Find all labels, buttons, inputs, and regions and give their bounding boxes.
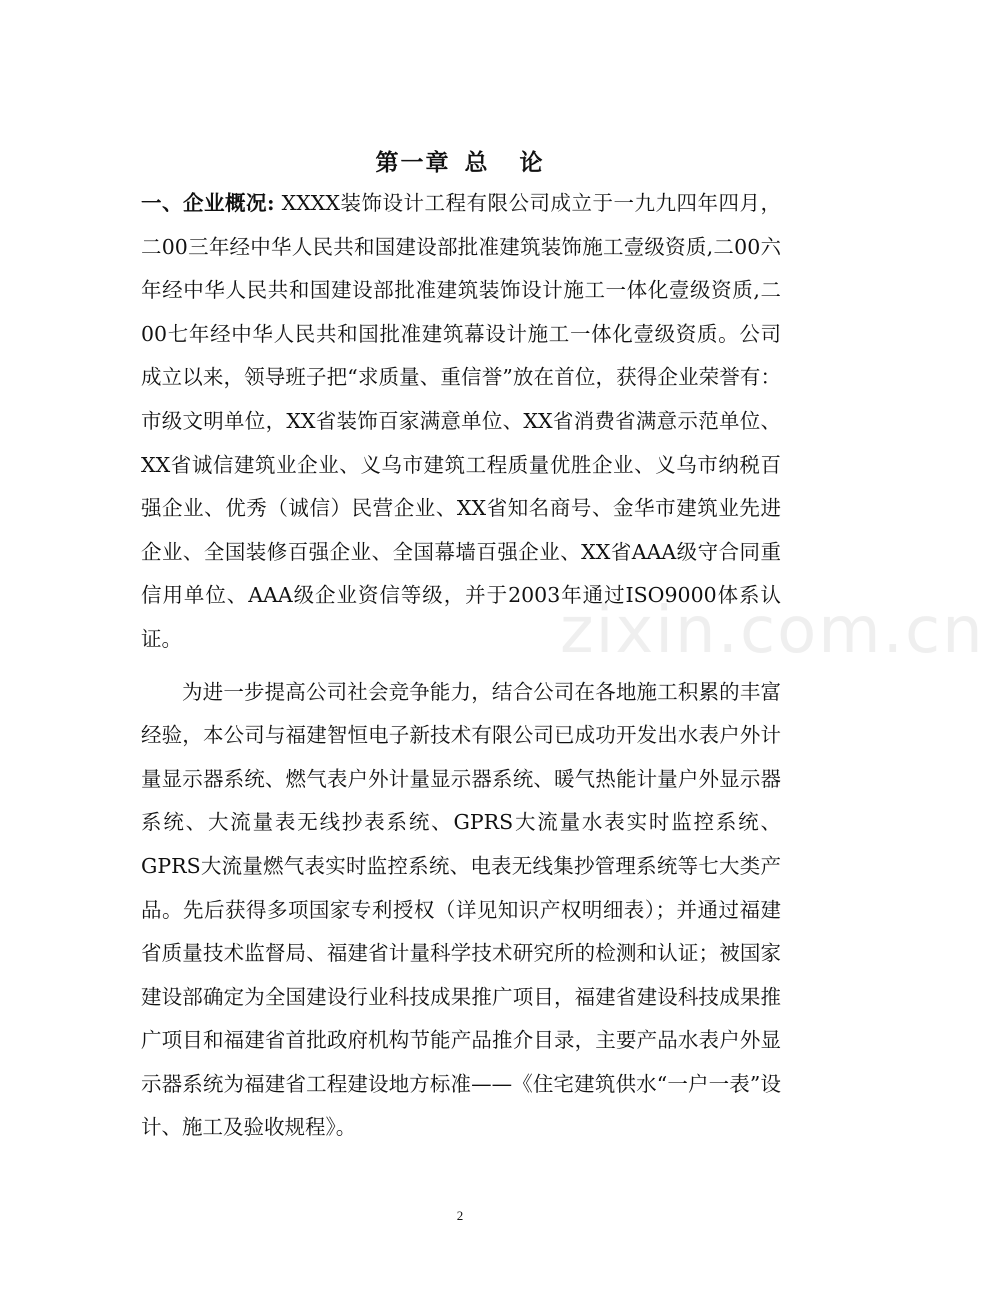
chapter-title-word-1: 总 [464,149,490,176]
paragraph-products: 为进一步提高公司社会竞争能力，结合公司在各地施工积累的丰富经验，本公司与福建智恒电子新技术有限公司已成功开发出水表户外计量显示器系统、燃气表户外计量显示器系统、暖气热能计量户外显示器系统、大流量表无线抄表系统、GPRS大流量水表实时监控系统、GPRS大流量燃气表实时监控系统、电表无线集抄管理系统等七大类产品。先后获得多项国家专利授权（详见知识产权明细表）；并通过福建省质量技术监督局、福建省计量科学技术研究所的检测和认证；被国家建设部确定为全国建设行业科技成果推广项目，福建省建设科技成果推广项目和福建省首批政府机构节能产品推介目录，主要产品水表户外显示器系统为福建省工程建设地方标准——《住宅建筑供水“一户一表”设计、施工及验收规程》。 [141,679,781,1140]
paragraph-company-overview [141,182,781,662]
chapter-title [0,146,920,180]
section-lead-heading: 一、企业概况: [141,191,275,215]
document-body [141,182,781,1150]
paragraph-1-text: XXXX装饰设计工程有限公司成立于一九九四年四月，二00三年经中华人民共和国建设部批准建筑装饰施工壹级资质,二00六年经中华人民共和国建设部批准建筑装饰设计施工一体化壹级资质,二00七年经中华人民共和国批准建筑幕设计施工一体化壹级资质。公司成立以来，领导班子把“求质量、重信誉”放在首位，获得企业荣誉有：市级文明单位，XX省装饰百家满意单位、XX省消费省满意示范单位、XX省诚信建筑业企业、义乌市建筑工程质量优胜企业、义乌市纳税百强企业、优秀（诚信）民营企业、XX省知名商号、金华市建筑业先进企业、全国装修百强企业、全国幕墙百强企业、XX省AAA级守合同重信用单位、AAA级企业资信等级，并于2003年通过ISO9000体系认证。 [141,191,781,651]
watermark: zixin.com.cn [560,594,985,668]
chapter-title-number: 第一章 [375,149,451,176]
chapter-title-word-2: 论 [519,149,545,176]
page-number: 2 [456,1208,464,1223]
